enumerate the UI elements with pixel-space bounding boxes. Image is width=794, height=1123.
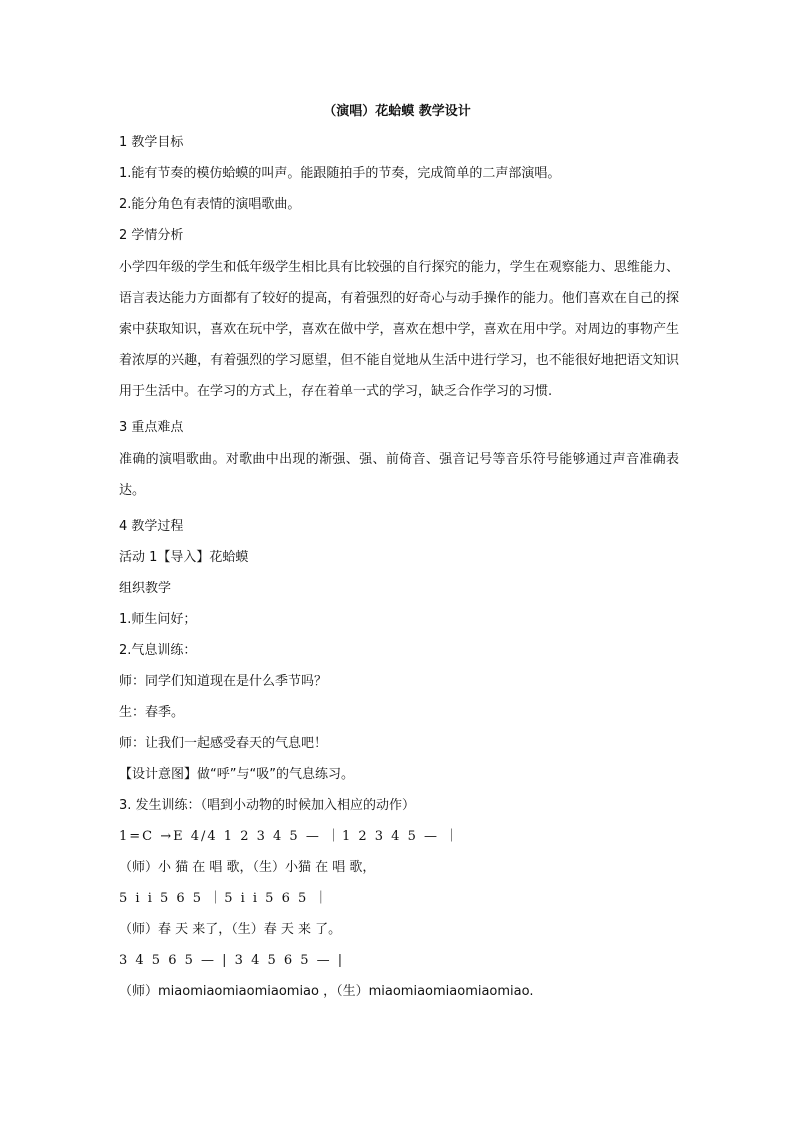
notation-line-2: 5 i i 5 6 5 ｜5 i i 5 6 5 ｜ [119, 891, 330, 906]
document-title: （演唱）花蛤蟆 教学设计 [323, 104, 471, 119]
design-intent: 【设计意图】做“呼”与“吸”的气息练习。 [119, 767, 354, 782]
lyrics-line-2: （师）春 天 来了，（生）春 天 来 了。 [119, 922, 342, 937]
section-heading-analysis: 2 学情分析 [119, 228, 184, 243]
step-breath-training: 2.气息训练： [119, 643, 197, 658]
notation-line-1: 1=C →E 4/4 1 2 3 4 5 — ｜1 2 3 4 5 — ｜ [119, 829, 461, 844]
key-points-paragraph: 准确的演唱歌曲。对歌曲中出现的渐强、强、前倚音、强音记号等音乐符号能够通过声音准确表达。 [119, 452, 679, 498]
dialogue-teacher-question: 师：同学们知道现在是什么季节吗？ [119, 674, 328, 689]
lyrics-line-1: （师）小 猫 在 唱 歌，（生）小猫 在 唱 歌， [119, 860, 376, 875]
section-heading-objectives: 1 教学目标 [119, 135, 184, 150]
analysis-paragraph: 小学四年级的学生和低年级学生相比具有比较强的自行探究的能力，学生在观察能力、思维能力、语言表达能力方面都有了较好的提高，有着强烈的好奇心与动手操作的能力。他们喜欢在自己的探索中获取知识，喜欢在玩中学，喜欢在做中学，喜欢在想中学，喜欢在用中学。对周边的事物产生着浓厚的兴趣，有着强烈的学习愿望，但不能自觉地从生活中进行学习，也不能很好地把语文知识用于生活中。在学习的方式上，存在着单一式的学习，缺乏合作学习的习惯. [119, 260, 679, 399]
lyrics-line-3: （师）miaomiaomiaomiaomiao ，（生）miaomiaomiaomiaomiao. [119, 984, 534, 999]
section-heading-process: 4 教学过程 [119, 519, 184, 534]
objective-1: 1.能有节奏的模仿蛤蟆的叫声。能跟随拍手的节奏，完成简单的二声部演唱。 [119, 166, 561, 181]
activity-heading: 活动 1【导入】花蛤蟆 [119, 550, 249, 565]
section-heading-key-points: 3 重点难点 [119, 420, 184, 435]
objective-2: 2.能分角色有表情的演唱歌曲。 [119, 197, 301, 212]
dialogue-teacher-invite: 师：让我们一起感受春天的气息吧！ [119, 736, 328, 751]
dialogue-student-answer: 生：春季。 [119, 705, 185, 720]
organize-teaching: 组织教学 [119, 581, 172, 596]
document-body [119, 133, 679, 1013]
step-greeting: 1.师生问好； [119, 612, 197, 627]
notation-line-3: 3 4 5 6 5 — | 3 4 5 6 5 — | [119, 953, 345, 968]
step-vocal-training: 3. 发生训练：（唱到小动物的时候加入相应的动作） [119, 798, 416, 813]
